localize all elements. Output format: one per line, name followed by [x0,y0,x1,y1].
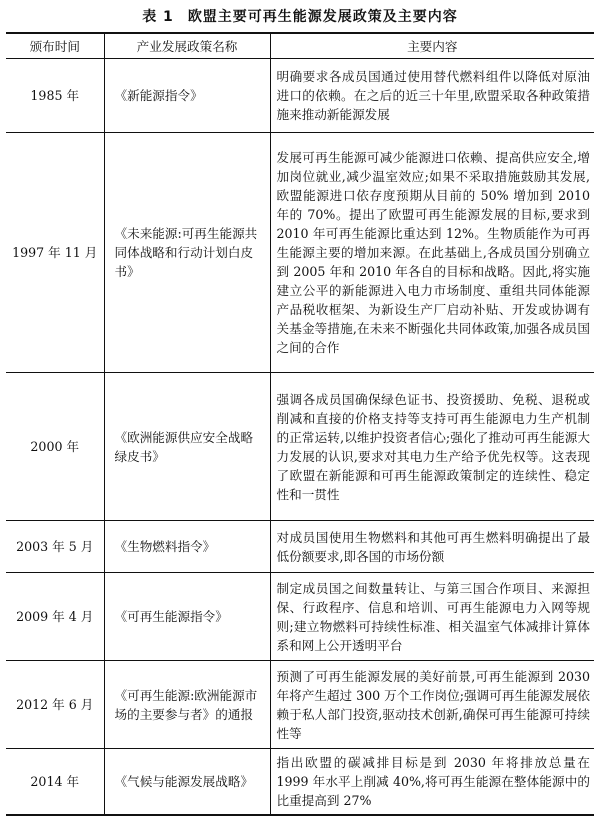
table-row [6,373,594,521]
cell-policy-name: 《生物燃料指令》 [104,521,270,573]
cell-content: 对成员国使用生物燃料和其他可再生燃料明确提出了最低份额要求,即各国的市场份额 [270,521,594,573]
table-row [6,133,594,373]
cell-date: 2012 年 6 月 [6,661,104,749]
table-row [6,749,594,815]
cell-policy-name: 《气候与能源发展战略》 [104,749,270,815]
cell-policy-name: 《欧洲能源供应安全战略绿皮书》 [104,373,270,521]
cell-date: 2003 年 5 月 [6,521,104,573]
cell-policy-name: 《可再生能源:欧洲能源市场的主要参与者》的通报 [104,661,270,749]
cell-content: 预测了可再生能源发展的美好前景,可再生能源到 2030 年将产生超过 300 万个工作岗位;强调可再生能源发展依赖于私人部门投资,驱动技术创新,确保可再生能源可持续性等 [270,661,594,749]
cell-date: 2014 年 [6,749,104,815]
cell-content: 明确要求各成员国通过使用替代燃料组件以降低对原油进口的依赖。在之后的近三十年里,欧盟采取各种政策措施来推动新能源发展 [270,59,594,133]
cell-date: 1997 年 11 月 [6,133,104,373]
header-policy-name: 产业发展政策名称 [104,33,270,59]
cell-content: 发展可再生能源可减少能源进口依赖、提高供应安全,增加岗位就业,减少温室效应;如果不采取措施鼓励其发展,欧盟能源进口依存度预期从目前的 50% 增加到 2010 年的 70%。提出了欧盟可再生能源发展的目标,要求到 2010 年可再生能源比重达到 12%。生物质能作为可再生能源主要的增加来源。在此基础上,各成员国分别确立到 2005 年和 2010 年各自的目标和战略。因此,将实施建立公平的新能源进入电力市场制度、重组共同体能源产品税收框架、为新设生产厂启动补贴、开发或协调有关基金等措施,在未来不断强化共同体政策,加强各成员国之间的合作 [270,133,594,373]
cell-policy-name: 《未来能源:可再生能源共同体战略和行动计划白皮书》 [104,133,270,373]
cell-policy-name: 《可再生能源指令》 [104,573,270,661]
policy-table [6,32,594,816]
table-title: 欧盟主要可再生能源发展政策及主要内容 [187,9,458,25]
cell-policy-name: 《新能源指令》 [104,59,270,133]
table-row [6,661,594,749]
header-date: 颁布时间 [6,33,104,59]
cell-date: 1985 年 [6,59,104,133]
cell-content: 强调各成员国确保绿色证书、投资援助、免税、退税或削减和直接的价格支持等支持可再生能源电力生产机制的正常运转,以维护投资者信心;强化了推动可再生能源大力发展的认识,要求对其电力生产给予优先权等。这表现了欧盟在新能源和可再生能源政策制定的连续性、稳定性和一贯性 [270,373,594,521]
cell-date: 2009 年 4 月 [6,573,104,661]
table-caption [0,6,600,26]
table-row [6,59,594,133]
cell-date: 2000 年 [6,373,104,521]
header-content: 主要内容 [270,33,594,59]
header-row [6,33,594,59]
table-row [6,521,594,573]
cell-content: 指出欧盟的碳减排目标是到 2030 年将排放总量在 1999 年水平上削减 40%,将可再生能源在整体能源中的比重提高到 27% [270,749,594,815]
cell-content: 制定成员国之间数量转让、与第三国合作项目、来源担保、行政程序、信息和培训、可再生能源电力入网等规则;建立物燃料可持续性标准、相关温室气体减排计算体系和网上公开透明平台 [270,573,594,661]
table-row [6,573,594,661]
table-number: 表 1 [142,9,174,25]
